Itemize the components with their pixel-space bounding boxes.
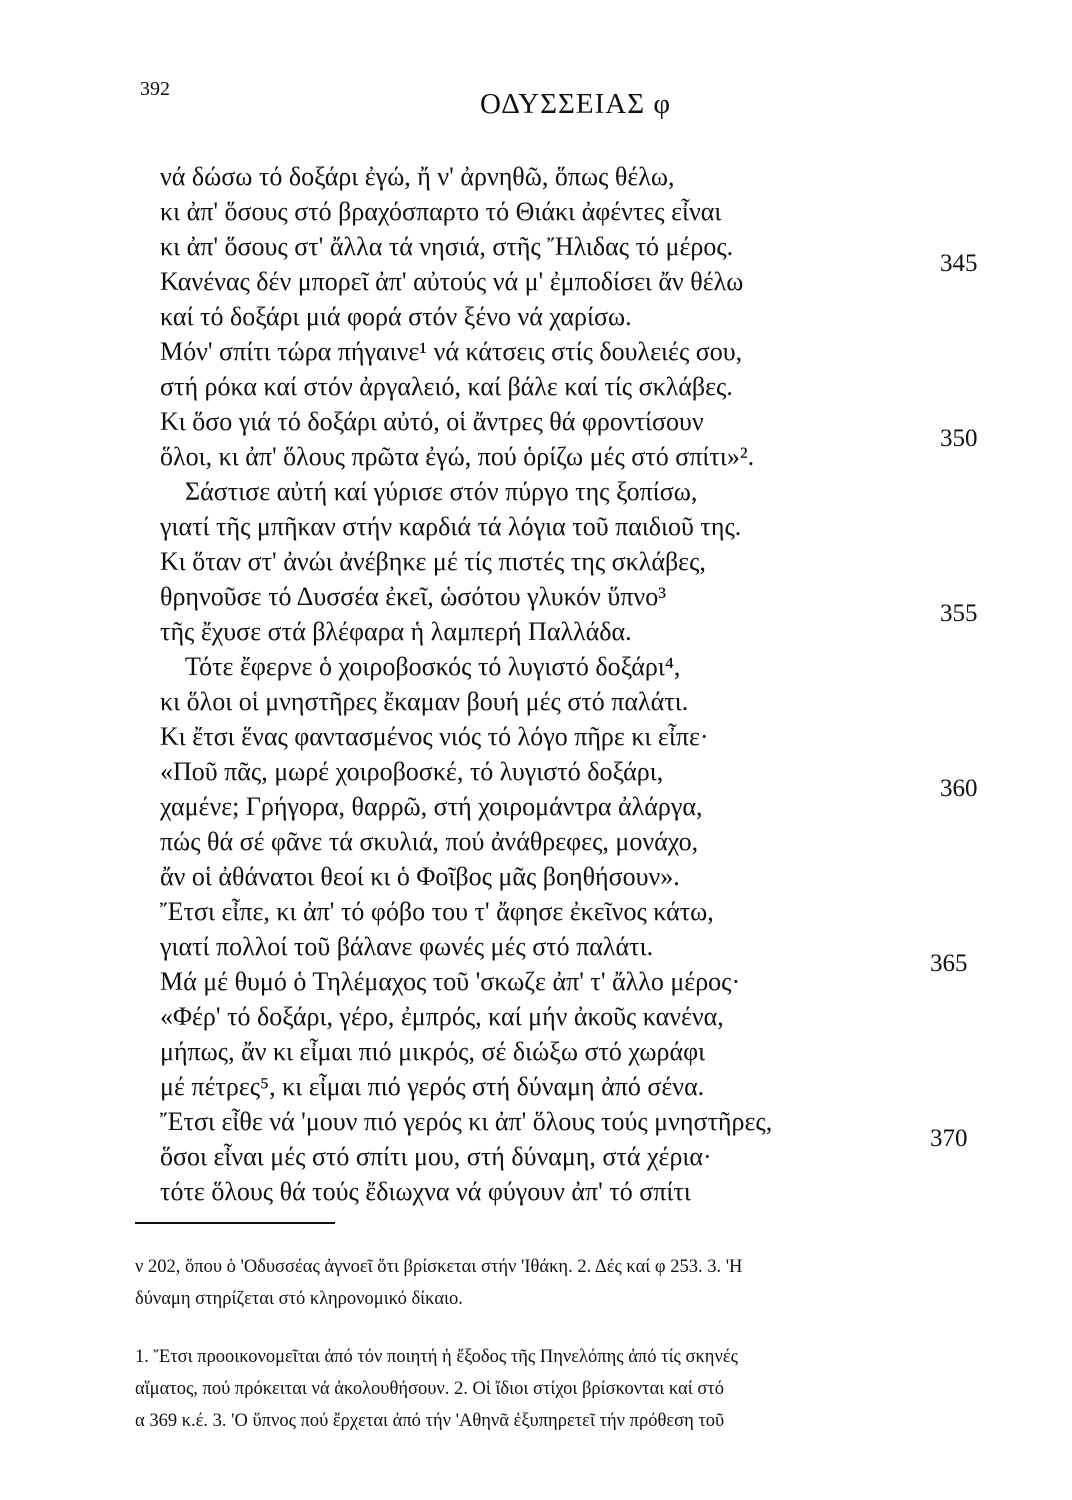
- verse-line: Κι ὅσο γιά τό δοξάρι αὐτό, οἱ ἄντρες θά φροντίσουν: [160, 407, 704, 436]
- verse-line: κι ὅλοι οἱ μνηστῆρες ἔκαμαν βουή μές στό παλάτι.: [160, 687, 689, 716]
- line-number: 365: [930, 950, 968, 977]
- line-number: 355: [940, 600, 978, 627]
- verse-line: μέ πέτρες⁵, κι εἶμαι πιό γερός στή δύναμη ἀπό σένα.: [160, 1072, 705, 1101]
- verse-line: κι ἀπ' ὅσους στ' ἄλλα τά νησιά, στῆς Ἤλιδας τό μέρος.: [160, 232, 734, 261]
- verse-line: ὅσοι εἶναι μές στό σπίτι μου, στή δύναμη, στά χέρια·: [160, 1142, 712, 1171]
- footnote-rule: [135, 1222, 335, 1224]
- verse-line: γιατί πολλοί τοῦ βάλανε φωνές μές στό παλάτι.: [160, 932, 654, 961]
- footnote-line: ν 202, ὅπου ὁ 'Οδυσσέας ἀγνοεῖ ὅτι βρίσκεται στήν 'Ιθάκη. 2. Δές καί φ 253. 3. 'Η: [135, 1257, 743, 1277]
- verse-line: τότε ὅλους θά τούς ἔδιωχνα νά φύγουν ἀπ' τό σπίτι: [160, 1177, 691, 1206]
- line-number: 360: [940, 775, 978, 802]
- verse-line: μήπως, ἄν κι εἶμαι πιό μικρός, σέ διώξω στό χωράφι: [160, 1037, 706, 1066]
- footnote-line: 1. Ἔτσι προοικονομεῖται ἀπό τόν ποιητή ἡ ἔξοδος τῆς Πηνελόπης ἀπό τίς σκηνές: [135, 1347, 738, 1367]
- line-number: 345: [940, 250, 978, 277]
- verse-line: κι ἀπ' ὅσους στό βραχόσπαρτο τό Θιάκι ἀφέντες εἶναι: [160, 197, 722, 226]
- verse-line: Ἔτσι εἶπε, κι ἀπ' τό φόβο του τ' ἄφησε ἐκεῖνος κάτω,: [160, 897, 714, 926]
- verse-line: «Ποῦ πᾶς, μωρέ χοιροβοσκέ, τό λυγιστό δοξάρι,: [160, 757, 664, 786]
- footnote-line: αἵματος, πού πρόκειται νά ἀκολουθήσουν. 2. Οἱ ἴδιοι στίχοι βρίσκονται καί στό: [135, 1379, 724, 1399]
- footnote-line: δύναμη στηρίζεται στό κληρονομικό δίκαιο.: [135, 1289, 463, 1309]
- page-number: 392: [140, 78, 170, 100]
- verse-line: στή ρόκα καί στόν ἀργαλειό, καί βάλε καί τίς σκλάβες.: [160, 372, 733, 401]
- verse-line: Τότε ἔφερνε ὁ χοιροβοσκός τό λυγιστό δοξάρι⁴,: [185, 652, 681, 681]
- verse-line: πώς θά σέ φᾶνε τά σκυλιά, πού ἀνάθρεφες, μονάχο,: [160, 827, 699, 856]
- verse-line: Κι ἔτσι ἕνας φαντασμένος νιός τό λόγο πῆρε κι εἶπε·: [160, 722, 709, 751]
- verse-line: «Φέρ' τό δοξάρι, γέρο, ἐμπρός, καί μήν ἀκοῦς κανένα,: [160, 1002, 724, 1031]
- verse-line: Σάστισε αὐτή καί γύρισε στόν πύργο της ξοπίσω,: [185, 477, 698, 506]
- verse-line: θρηνοῦσε τό Δυσσέα ἐκεῖ, ὡσότου γλυκόν ὕπνο³: [160, 582, 666, 611]
- verse-line: Κανένας δέν μπορεῖ ἀπ' αὐτούς νά μ' ἐμποδίσει ἄν θέλω: [160, 267, 744, 296]
- verse-line: γιατί τῆς μπῆκαν στήν καρδιά τά λόγια τοῦ παιδιοῦ της.: [160, 512, 742, 541]
- verse-line: ὅλοι, κι ἀπ' ὅλους πρῶτα ἐγώ, πού ὁρίζω μές στό σπίτι»².: [160, 442, 755, 471]
- verse-line: χαμένε; Γρήγορα, θαρρῶ, στή χοιρομάντρα ἀλάργα,: [160, 792, 703, 821]
- verse-line: Μά μέ θυμό ὁ Τηλέμαχος τοῦ 'σκωζε ἀπ' τ' ἄλλο μέρος·: [160, 967, 741, 996]
- running-head: ΟΔΥΣΣΕΙΑΣ φ: [480, 88, 672, 120]
- line-number: 350: [940, 425, 978, 452]
- verse-line: Ἔτσι εἶθε νά 'μουν πιό γερός κι ἀπ' ὅλους τούς μνηστῆρες,: [160, 1107, 773, 1136]
- verse-line: ἄν οἱ ἀθάνατοι θεοί κι ὁ Φοῖβος μᾶς βοηθήσουν».: [160, 862, 680, 891]
- verse-line: νά δώσω τό δοξάρι ἐγώ, ἤ ν' ἀρνηθῶ, ὅπως θέλω,: [160, 162, 675, 191]
- line-number: 370: [930, 1125, 968, 1152]
- verse-line: καί τό δοξάρι μιά φορά στόν ξένο νά χαρίσω.: [160, 302, 632, 331]
- footnote-line: α 369 κ.έ. 3. 'Ο ὕπνος πού ἔρχεται ἀπό τήν 'Αθηνᾶ ἐξυπηρετεῖ τήν πρόθεση τοῦ: [135, 1411, 725, 1431]
- verse-line: Κι ὅταν στ' ἀνώι ἀνέβηκε μέ τίς πιστές της σκλάβες,: [160, 547, 706, 576]
- verse-line: Μόν' σπίτι τώρα πήγαινε¹ νά κάτσεις στίς δουλειές σου,: [160, 337, 743, 366]
- verse-line: τῆς ἔχυσε στά βλέφαρα ἡ λαμπερή Παλλάδα.: [160, 617, 632, 646]
